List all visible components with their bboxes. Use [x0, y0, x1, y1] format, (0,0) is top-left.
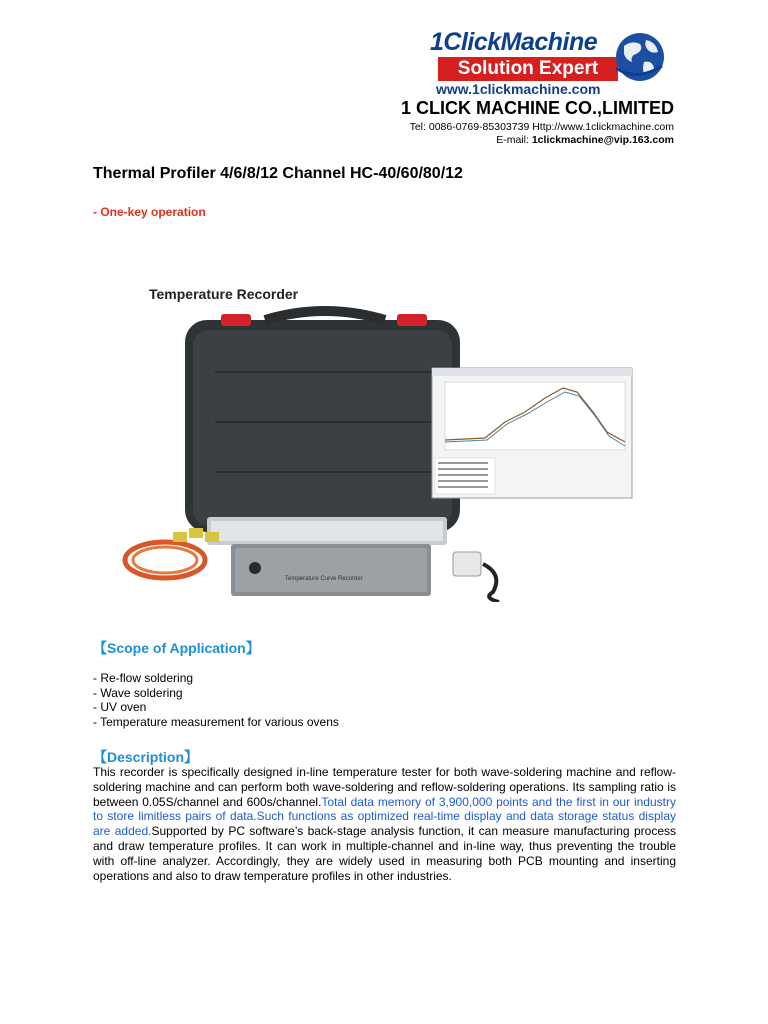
feature-line: - One-key operation — [93, 205, 206, 219]
description-heading: 【Description】 — [93, 749, 199, 765]
company-logo — [428, 28, 668, 100]
contact-line: Tel: 0086-0769-85303739 Http://www.1clickmachine.com — [409, 121, 674, 133]
scope-list — [93, 671, 339, 729]
list-item: - Re-flow soldering — [93, 671, 194, 685]
image-caption: Temperature Recorder — [149, 286, 299, 302]
description-text: Supported by PC software’s back-stage analysis function, it can measure manufacturing process and draw temperature profiles. It can work in multiple-channel and in-line way, thus preventing the trouble with off-line analyzer. Accordingly, they are widely used in measuring both PCB mounting and inserting operations and also to draw temperature profiles in other industries. — [93, 824, 676, 883]
logo-url: www.1clickmachine.com — [436, 81, 601, 97]
email-value: 1clickmachine@vip.163.com — [531, 134, 674, 146]
list-item: - Temperature measurement for various ovens — [93, 714, 339, 729]
description-text: This recorder is specifically designed in-line temperature tester for both wave-soldering machine and reflow-soldering machine and can perform both wave-soldering and reflow-soldering operations. Its sampling ratio is between 0.05S/channel and 600s/channel. — [93, 765, 676, 809]
scope-heading: 【Scope of Application】 — [93, 640, 260, 656]
product-illustration — [115, 282, 635, 602]
description-highlight: Total data memory of 3,900,000 points and the first in our industry to store limitless pairs of data.Such functions as optimized real-time display and data storage status display are added. — [93, 794, 676, 839]
description-body — [93, 765, 676, 883]
email-label: E-mail: — [496, 134, 532, 146]
email-line — [496, 134, 674, 146]
company-name: 1 CLICK MACHINE CO.,LIMITED — [401, 98, 674, 118]
page-title: Thermal Profiler 4/6/8/12 Channel HC-40/60/80/12 — [93, 165, 463, 182]
logo-tagline: Solution Expert — [438, 57, 618, 81]
globe-icon — [610, 28, 668, 86]
list-item: - UV oven — [93, 700, 147, 715]
product-photo — [115, 282, 635, 602]
list-item: - Wave soldering — [93, 685, 183, 700]
device-label: Temperature Curve Recorder — [285, 576, 363, 582]
logo-name: 1ClickMachine — [430, 28, 598, 56]
